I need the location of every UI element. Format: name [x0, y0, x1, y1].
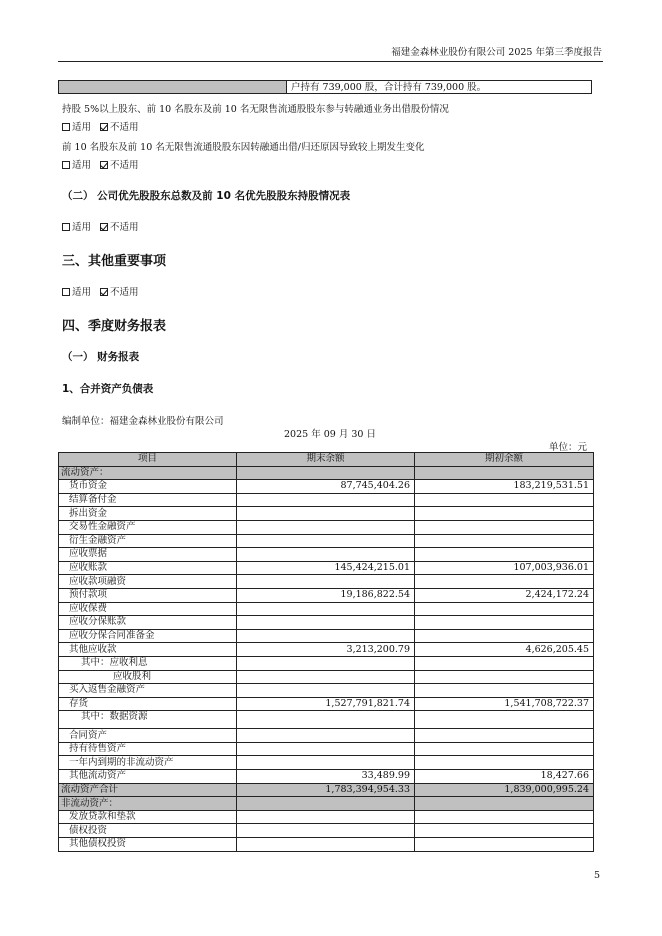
- checked-box-icon: [100, 123, 108, 131]
- table-row: [59, 616, 594, 630]
- row-item-label: 应收分保合同准备金: [59, 629, 237, 643]
- period-end-value: [237, 602, 415, 616]
- shareholder-table-fragment: [58, 80, 592, 94]
- row-item-label: 流动资产：: [59, 466, 237, 480]
- row-item-label: 非流动资产：: [59, 797, 237, 811]
- table-row: [59, 742, 594, 756]
- period-end-value: [237, 810, 415, 824]
- period-end-value: [237, 797, 415, 811]
- period-begin-value: 183,219,531.51: [415, 480, 594, 494]
- table-row: [59, 756, 594, 770]
- table-row: [59, 480, 594, 494]
- shareholder-note: 户持有 739,000 股，合计持有 739,000 股。: [291, 82, 487, 93]
- period-end-value: [237, 616, 415, 630]
- unchecked-box-icon: [62, 161, 70, 169]
- section-preferred-shares: （二） 公司优先股股东总数及前 10 名优先股股东持股情况表: [62, 190, 351, 202]
- row-item-label: 其他债权投资: [59, 838, 237, 852]
- period-end-value: [237, 520, 415, 534]
- period-end-value: [237, 629, 415, 643]
- period-begin-value: [415, 575, 594, 589]
- period-end-value: [237, 838, 415, 852]
- option-row-4: [62, 284, 139, 298]
- checked-box-icon: [100, 223, 108, 231]
- period-end-value: 1,527,791,821.74: [237, 697, 415, 711]
- checked-box-icon: [100, 288, 108, 296]
- table-row: [59, 770, 594, 784]
- option-label: 不适用: [110, 160, 139, 171]
- row-item-label: 交易性金融资产: [59, 520, 237, 534]
- period-begin-value: [415, 810, 594, 824]
- period-begin-value: [415, 684, 594, 698]
- option-label: 不适用: [110, 287, 139, 298]
- report-header: 福建金森林业股份有限公司 2025 年第三季度报告: [391, 47, 602, 58]
- period-begin-value: 4,626,205.45: [415, 643, 594, 657]
- period-end-value: [237, 493, 415, 507]
- compiler-line: 编制单位：福建金森林业股份有限公司: [62, 416, 224, 427]
- period-begin-value: [415, 493, 594, 507]
- period-begin-value: [415, 534, 594, 548]
- table-row: [59, 684, 594, 698]
- table-row: [59, 493, 594, 507]
- table-row: [59, 507, 594, 521]
- table-row: [59, 711, 594, 729]
- period-end-value: 3,213,200.79: [237, 643, 415, 657]
- header-rule: [58, 61, 603, 62]
- period-begin-value: [415, 520, 594, 534]
- table-row: [59, 697, 594, 711]
- table-row: [59, 602, 594, 616]
- row-item-label: 预付款项: [59, 588, 237, 602]
- row-item-label: 其中：数据资源: [59, 711, 237, 729]
- row-item-label: 流动资产合计: [59, 783, 237, 797]
- table-row: [59, 656, 594, 670]
- row-item-label: 结算备付金: [59, 493, 237, 507]
- period-begin-value: [415, 711, 594, 729]
- unchecked-box-icon: [62, 123, 70, 131]
- period-end-value: 87,745,404.26: [237, 480, 415, 494]
- table-row: [59, 466, 594, 480]
- period-end-value: [237, 466, 415, 480]
- column-header: 期初余额: [415, 453, 594, 467]
- table-row: [59, 783, 594, 797]
- table-row: [59, 670, 594, 684]
- period-begin-value: [415, 838, 594, 852]
- unchecked-box-icon: [62, 223, 70, 231]
- row-item-label: 其他流动资产: [59, 770, 237, 784]
- period-begin-value: [415, 756, 594, 770]
- option-label: 适用: [72, 222, 92, 233]
- option-label: 适用: [72, 287, 92, 298]
- row-item-label: 合同资产: [59, 729, 237, 743]
- table-row: [59, 575, 594, 589]
- table-row: [59, 548, 594, 562]
- period-begin-value: 1,541,708,722.37: [415, 697, 594, 711]
- row-item-label: 买入返售金融资产: [59, 684, 237, 698]
- period-end-value: [237, 711, 415, 729]
- table-row: [59, 534, 594, 548]
- period-end-value: [237, 756, 415, 770]
- table-row: [59, 729, 594, 743]
- period-begin-value: 1,839,000,995.24: [415, 783, 594, 797]
- period-begin-value: [415, 742, 594, 756]
- row-item-label: 应收款项融资: [59, 575, 237, 589]
- section-financial-statements: 四、季度财务报表: [62, 319, 167, 334]
- period-end-value: 145,424,215.01: [237, 561, 415, 575]
- subsection-statements: （一） 财务报表: [62, 351, 140, 363]
- table-row: [59, 838, 594, 852]
- table-row: [59, 588, 594, 602]
- period-end-value: [237, 684, 415, 698]
- period-begin-value: [415, 629, 594, 643]
- period-begin-value: [415, 670, 594, 684]
- period-begin-value: [415, 797, 594, 811]
- period-begin-value: 18,427.66: [415, 770, 594, 784]
- column-header: 期末余额: [237, 453, 415, 467]
- row-item-label: 债权投资: [59, 824, 237, 838]
- table-row: [59, 824, 594, 838]
- balance-sheet-table: [58, 452, 594, 852]
- row-item-label: 应收票据: [59, 548, 237, 562]
- period-end-value: 1,783,394,954.33: [237, 783, 415, 797]
- row-item-label: 持有待售资产: [59, 742, 237, 756]
- period-end-value: [237, 742, 415, 756]
- row-item-label: 存货: [59, 697, 237, 711]
- period-end-value: [237, 575, 415, 589]
- period-end-value: [237, 548, 415, 562]
- row-item-label: 其他应收款: [59, 643, 237, 657]
- period-end-value: [237, 507, 415, 521]
- table-row: [59, 520, 594, 534]
- subsection-balance-sheet: 1、合并资产负债表: [62, 383, 154, 395]
- period-begin-value: [415, 507, 594, 521]
- period-begin-value: [415, 729, 594, 743]
- table-header-row: [59, 453, 594, 467]
- period-end-value: 19,186,822.54: [237, 588, 415, 602]
- period-end-value: [237, 824, 415, 838]
- period-begin-value: [415, 466, 594, 480]
- row-item-label: 一年内到期的非流动资产: [59, 756, 237, 770]
- section-other-matters: 三、其他重要事项: [62, 254, 167, 269]
- option-row-3: [62, 219, 139, 233]
- period-begin-value: 2,424,172.24: [415, 588, 594, 602]
- row-item-label: 应收股利: [59, 670, 237, 684]
- column-header: 项目: [59, 453, 237, 467]
- period-begin-value: [415, 656, 594, 670]
- row-item-label: 货币资金: [59, 480, 237, 494]
- period-end-value: [237, 656, 415, 670]
- report-date: 2025 年 09 月 30 日: [284, 429, 376, 440]
- option-row-2: [62, 157, 139, 171]
- table-row: [59, 797, 594, 811]
- period-begin-value: [415, 616, 594, 630]
- period-begin-value: [415, 824, 594, 838]
- row-item-label: 发放贷款和垫款: [59, 810, 237, 824]
- table-row: [59, 561, 594, 575]
- row-item-label: 应收分保账款: [59, 616, 237, 630]
- shaded-cell: [59, 81, 287, 93]
- table-row: [59, 810, 594, 824]
- option-row-1: [62, 119, 139, 133]
- period-end-value: [237, 670, 415, 684]
- table-row: [59, 643, 594, 657]
- period-begin-value: 107,003,936.01: [415, 561, 594, 575]
- unit-label: 单位：元: [549, 442, 588, 453]
- period-end-value: [237, 729, 415, 743]
- row-item-label: 其中：应收利息: [59, 656, 237, 670]
- row-item-label: 应收保费: [59, 602, 237, 616]
- row-item-label: 衍生金融资产: [59, 534, 237, 548]
- row-item-label: 拆出资金: [59, 507, 237, 521]
- option-label: 适用: [72, 160, 92, 171]
- period-end-value: 33,489.99: [237, 770, 415, 784]
- option-label: 不适用: [110, 122, 139, 133]
- row-item-label: 应收账款: [59, 561, 237, 575]
- unchecked-box-icon: [62, 288, 70, 296]
- period-end-value: [237, 534, 415, 548]
- table-row: [59, 629, 594, 643]
- page-number: 5: [594, 870, 601, 881]
- lending-paragraph: 持股 5%以上股东、前 10 名股东及前 10 名无限售流通股股东参与转融通业务出借股份情况: [62, 104, 449, 115]
- period-begin-value: [415, 602, 594, 616]
- option-label: 不适用: [110, 222, 139, 233]
- change-paragraph: 前 10 名股东及前 10 名无限售流通股股东因转融通出借/归还原因导致较上期发生变化: [62, 142, 425, 153]
- period-begin-value: [415, 548, 594, 562]
- checked-box-icon: [100, 161, 108, 169]
- option-label: 适用: [72, 122, 92, 133]
